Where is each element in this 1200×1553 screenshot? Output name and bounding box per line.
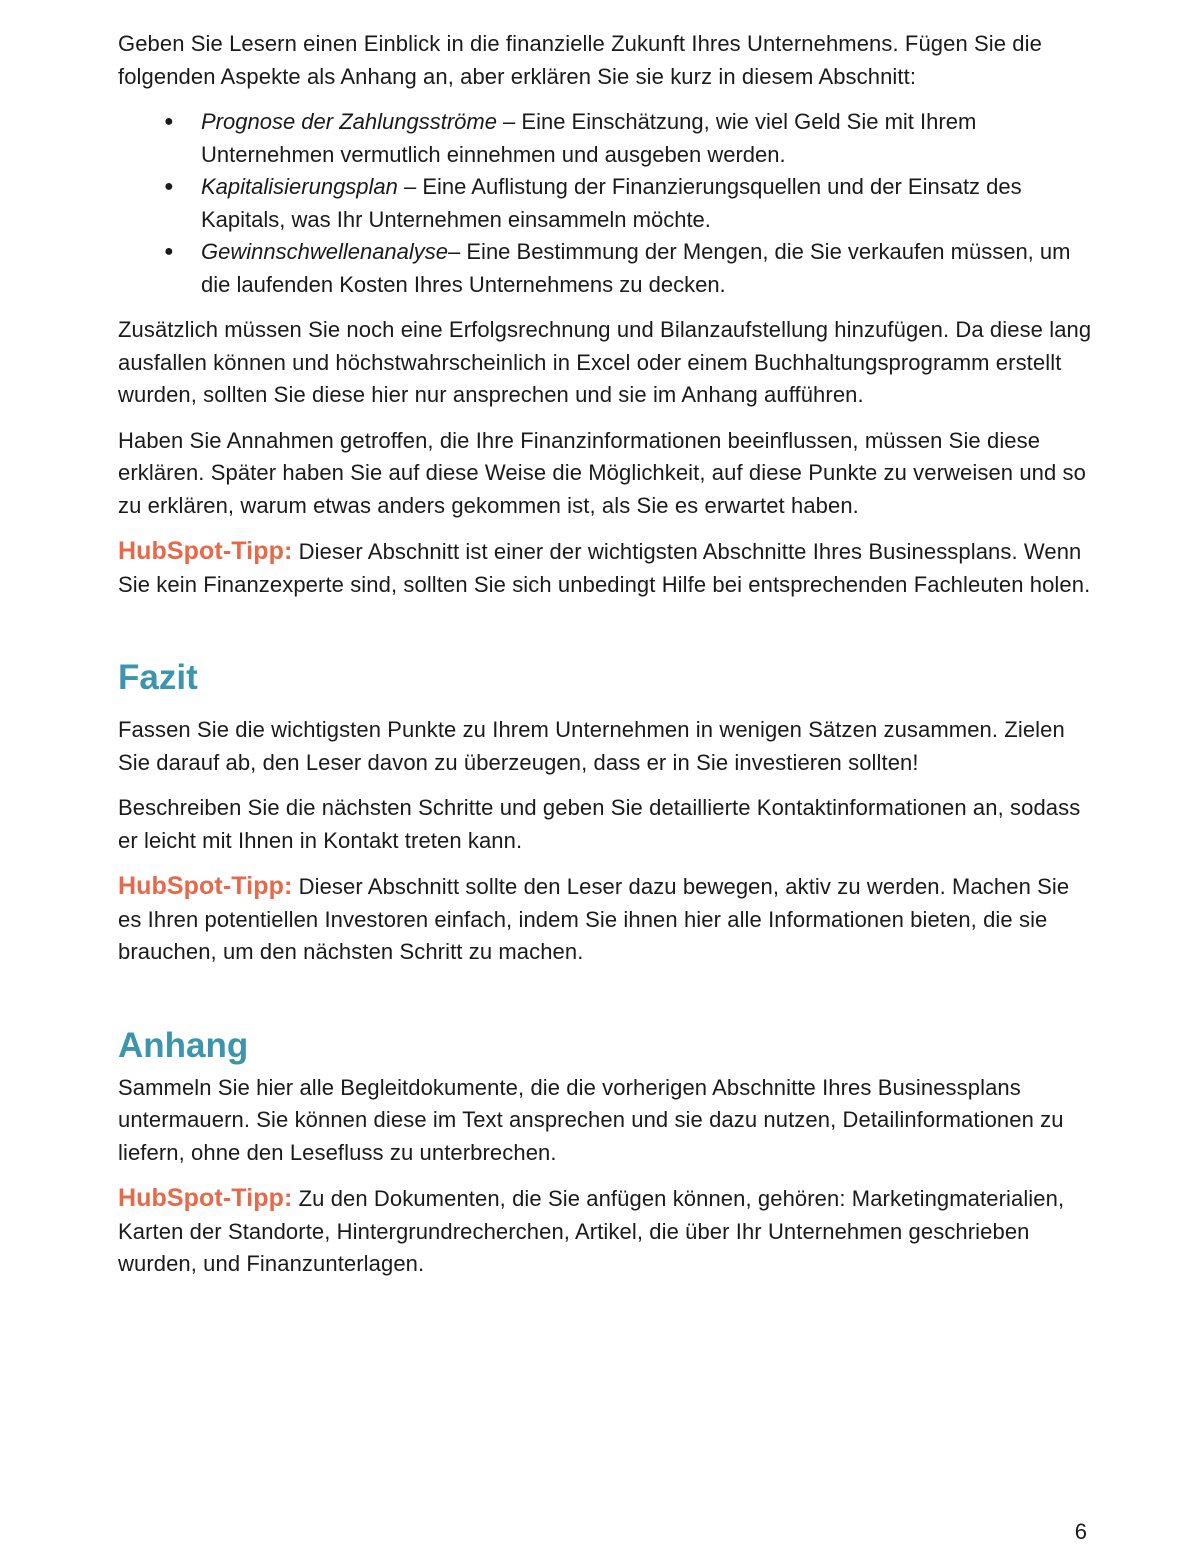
tip-label: HubSpot-Tipp: bbox=[118, 537, 293, 565]
tip-text: Dieser Abschnitt sollte den Leser dazu bewegen, aktiv zu werden. Machen Sie es Ihren potentiellen Investoren einfach, indem Sie ihnen hier alle Informationen bieten, die sie brauchen, um den nächsten Schritt zu machen. bbox=[118, 874, 1070, 964]
fazit-paragraph-summary: Fassen Sie die wichtigsten Punkte zu Ihrem Unternehmen in wenigen Sätzen zusammen. Zielen Sie darauf ab, den Leser davon zu überzeugen, dass er in Sie investieren sollten! bbox=[118, 717, 1065, 775]
bullet-term: Prognose der Zahlungsströme bbox=[201, 109, 497, 134]
finance-bullet-list bbox=[118, 106, 1093, 301]
document-page bbox=[118, 28, 1093, 1294]
finance-paragraph-assumptions: Haben Sie Annahmen getroffen, die Ihre Finanzinformationen beeinflussen, müssen Sie diese erklären. Später haben Sie auf diese Weise die Möglichkeit, auf diese Punkte zu verweisen und so zu erklären, warum etwas anders gekommen ist, als Sie es erwartet haben. bbox=[118, 427, 1086, 518]
bullet-icon: ● bbox=[164, 243, 174, 260]
finance-tip bbox=[118, 535, 1093, 601]
list-item bbox=[118, 171, 1093, 236]
finance-intro: Geben Sie Lesern einen Einblick in die finanzielle Zukunft Ihres Unternehmens. Fügen Sie die folgenden Aspekte als Anhang an, aber erklären Sie sie kurz in diesem Abschnitt: bbox=[118, 31, 1042, 89]
fazit-tip bbox=[118, 870, 1093, 969]
bullet-term: Kapitalisierungsplan bbox=[201, 174, 398, 199]
bullet-text: – Eine Einschätzung, wie viel Geld Sie mit Ihrem Unternehmen vermutlich einnehmen und ausgeben werden. bbox=[201, 109, 977, 167]
bullet-text: – Eine Auflistung der Finanzierungsquellen und der Einsatz des Kapitals, was Ihr Unternehmen einsammeln möchte. bbox=[201, 174, 1022, 232]
tip-text: Dieser Abschnitt ist einer der wichtigsten Abschnitte Ihres Businessplans. Wenn Sie kein Finanzexperte sind, sollten Sie sich unbedingt Hilfe bei entsprechenden Fachleuten holen. bbox=[118, 539, 1091, 597]
bullet-text: – Eine Bestimmung der Mengen, die Sie verkaufen müssen, um die laufenden Kosten Ihres Unternehmens zu decken. bbox=[201, 239, 1071, 297]
page-number: 6 bbox=[1074, 1519, 1087, 1544]
bullet-icon: ● bbox=[164, 178, 174, 195]
tip-label: HubSpot-Tipp: bbox=[118, 1184, 293, 1212]
finance-paragraph-statements: Zusätzlich müssen Sie noch eine Erfolgsrechnung und Bilanzaufstellung hinzufügen. Da diese lang ausfallen können und höchstwahrscheinlich in Excel oder einem Buchhaltungsprogramm erstellt wurden, sollten Sie diese hier nur ansprechen und sie im Anhang aufführen. bbox=[118, 317, 1092, 407]
fazit-paragraph-next-steps: Beschreiben Sie die nächsten Schritte und geben Sie detaillierte Kontaktinformationen an, sodass er leicht mit Ihnen in Kontakt treten kann. bbox=[118, 795, 1081, 853]
anhang-paragraph: Sammeln Sie hier alle Begleitdokumente, die die vorherigen Abschnitte Ihres Businessplans untermauern. Sie können diese im Text ansprechen und sie dazu nutzen, Detailinformationen zu liefern, ohne den Lesefluss zu unterbrechen. bbox=[118, 1074, 1064, 1165]
bullet-icon: ● bbox=[164, 113, 174, 130]
list-item bbox=[118, 236, 1093, 301]
section-heading-fazit: Fazit bbox=[118, 658, 198, 697]
tip-text: Zu den Dokumenten, die Sie anfügen können, gehören: Marketingmaterialien, Karten der Standorte, Hintergrundrecherchen, Artikel, die über Ihr Unternehmen geschrieben wurden, und Finanzunterlagen. bbox=[118, 1186, 1065, 1276]
section-heading-anhang: Anhang bbox=[118, 1025, 249, 1065]
anhang-tip bbox=[118, 1182, 1093, 1281]
list-item bbox=[118, 106, 1093, 171]
tip-label: HubSpot-Tipp: bbox=[118, 872, 293, 900]
bullet-term: Gewinnschwellenanalyse bbox=[201, 239, 449, 264]
